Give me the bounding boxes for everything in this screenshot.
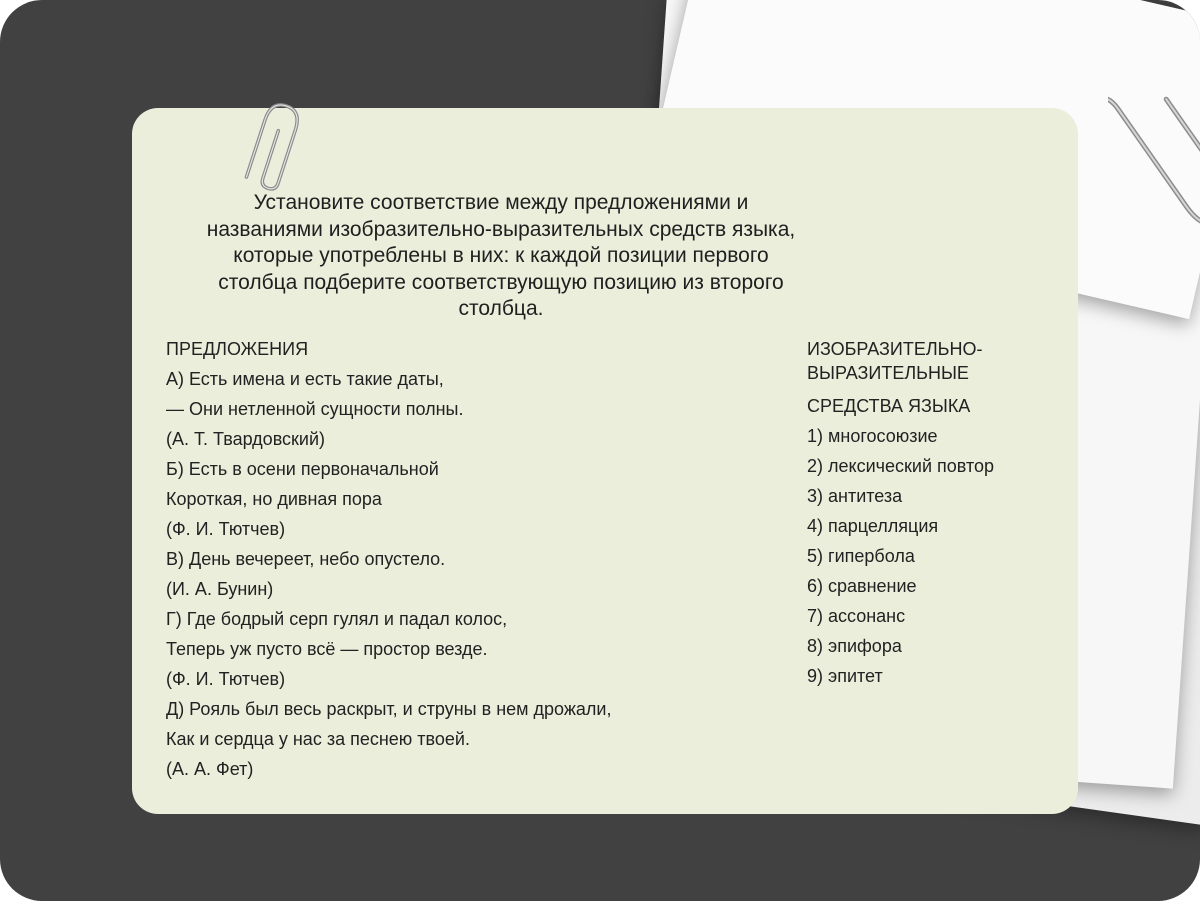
device-item: 1) многосоюзие — [807, 426, 938, 446]
device-item: 3) антитеза — [807, 486, 903, 506]
sentence-author: (Ф. И. Тютчев) — [166, 669, 286, 689]
sentence-line: Г) Где бодрый серп гулял и падал колос, — [166, 609, 508, 629]
paperclip-icon — [1108, 66, 1200, 266]
device-item: 7) ассонанс — [807, 606, 906, 626]
sentence-line: Б) Есть в осени первоначальной — [166, 459, 439, 479]
sentence-author: (И. А. Бунин) — [166, 579, 274, 599]
sentence-author: (А. Т. Твардовский) — [166, 429, 326, 449]
device-item: 2) лексический повтор — [807, 456, 995, 476]
device-item: 9) эпитет — [807, 666, 883, 686]
device-item: 4) парцелляция — [807, 516, 939, 536]
sentence-line: Короткая, но дивная пора — [166, 489, 382, 509]
sentence-line: — Они нетленной сущности полны. — [166, 399, 464, 419]
sentence-line: В) День вечереет, небо опустело. — [166, 549, 446, 569]
devices-column — [807, 334, 1067, 691]
sentence-line: Как и сердца у нас за песнею твоей. — [166, 729, 470, 749]
sentence-author: (А. А. Фет) — [166, 759, 254, 779]
task-instruction: Установите соответствие между предложениями и названиями изобразительно-выразительных средств языка, которые употреблены в них: к каждой позиции первого столбца подберите соответствующую позицию из второго столбца. — [206, 191, 796, 320]
sentence-author: (Ф. И. Тютчев) — [166, 519, 286, 539]
device-item: 5) гипербола — [807, 546, 915, 566]
device-item: 6) сравнение — [807, 576, 917, 596]
sentences-column — [166, 334, 766, 784]
paperclip-icon — [244, 84, 304, 194]
column-heading: СРЕДСТВА ЯЗЫКА — [807, 396, 971, 416]
sentence-line: А) Есть имена и есть такие даты, — [166, 369, 444, 389]
device-item: 8) эпифора — [807, 636, 902, 656]
sentence-line: Теперь уж пусто всё — простор везде. — [166, 639, 488, 659]
column-heading: ПРЕДЛОЖЕНИЯ — [166, 339, 309, 359]
column-heading: ИЗОБРАЗИТЕЛЬНО- ВЫРАЗИТЕЛЬНЫЕ — [807, 339, 983, 383]
sentence-line: Д) Рояль был весь раскрыт, и струны в нем дрожали, — [166, 699, 612, 719]
